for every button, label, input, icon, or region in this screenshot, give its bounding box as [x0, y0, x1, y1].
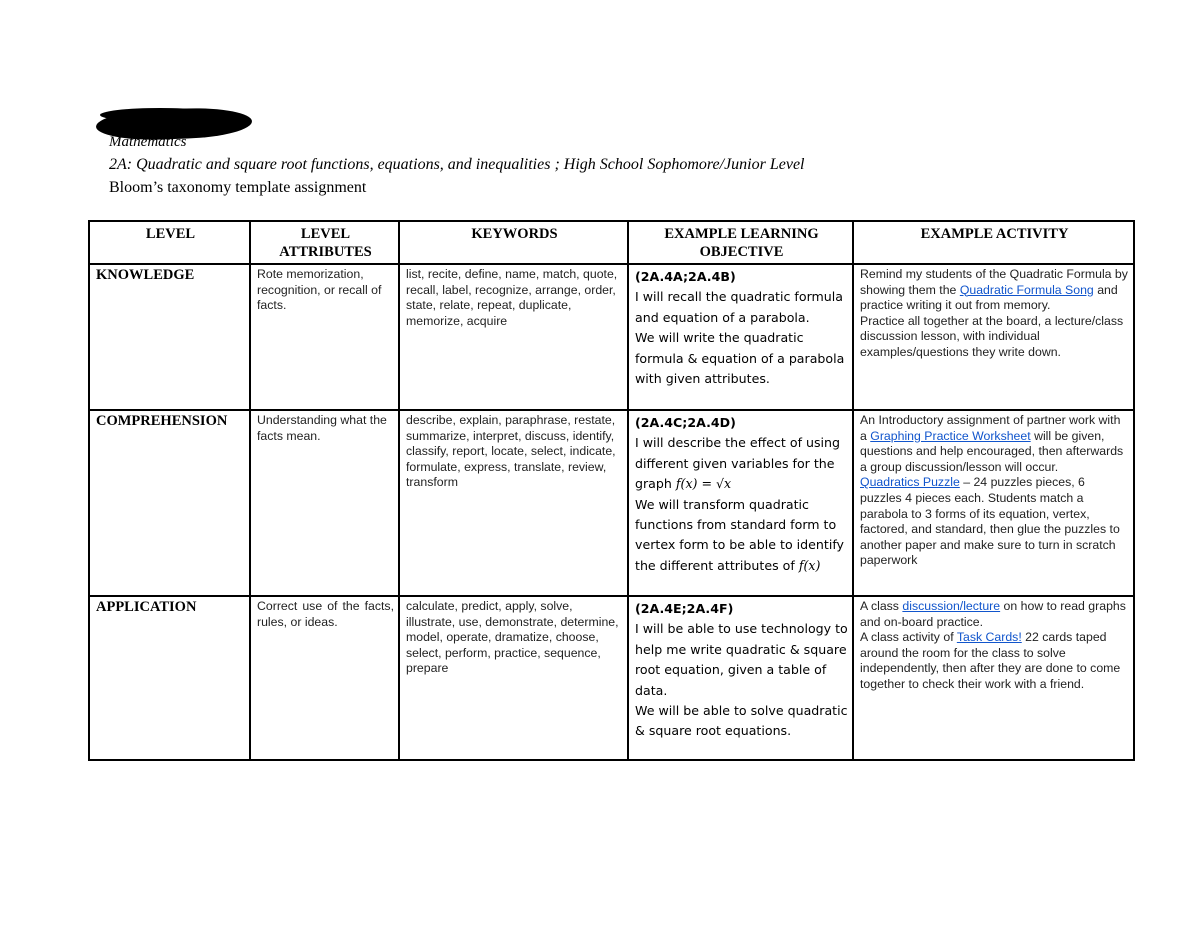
activity-text: Remind my students of the Quadratic Formula by showing them the	[860, 267, 1128, 297]
table-row	[89, 596, 1134, 760]
redacted-name-mark	[100, 108, 220, 122]
quadratics-puzzle-link[interactable]: Quadratics Puzzle	[860, 475, 960, 490]
column-header-activity: EXAMPLE ACTIVITY	[853, 221, 1134, 264]
objective-codes: (2A.4C;2A.4D)	[635, 415, 736, 430]
objective-codes: (2A.4E;2A.4F)	[635, 601, 734, 616]
row-keywords: calculate, predict, apply, solve, illustrate, use, demonstrate, determine, model, operate, dramatize, choose, select, perform, practice, sequence, prepare	[399, 596, 628, 760]
row-attributes: Rote memorization, recognition, or recall of facts.	[250, 264, 399, 410]
activity-text: will be given, questions and help encouraged, then afterwards a group discussion/lesson will occur.	[860, 428, 1124, 474]
activity-text: 22 cards taped around the room for the class to solve independently, then after they are done to come together to check their work with a friend.	[860, 630, 1121, 691]
row-level: KNOWLEDGE	[89, 264, 250, 410]
row-objective	[628, 264, 853, 410]
assignment-title: Bloom’s taxonomy template assignment	[109, 179, 367, 196]
objective-text-2: We will write the quadratic formula & equation of a parabola with given attributes.	[635, 330, 845, 387]
activity-text: Practice all together at the board, a lecture/class discussion lesson, with individual examples/questions they write down.	[860, 313, 1124, 359]
activity-text: and practice writing it out from memory.	[860, 282, 1118, 313]
row-level: APPLICATION	[89, 596, 250, 760]
row-attributes: Understanding what the facts mean.	[250, 410, 399, 596]
objective-formula: f(x)	[798, 557, 821, 573]
table-row	[89, 264, 1134, 410]
activity-text: on how to read graphs and on-board practice.	[860, 599, 1126, 629]
column-header-objective	[628, 221, 853, 264]
row-activity	[853, 410, 1134, 596]
quadratic-formula-song-link[interactable]: Quadratic Formula Song	[959, 282, 1094, 297]
objective-codes: (2A.4A;2A.4B)	[635, 269, 736, 284]
activity-text: A class activity of	[860, 630, 957, 645]
column-header-keywords: KEYWORDS	[399, 221, 628, 264]
objective-text-1: I will describe the effect of using different given variables for the graph	[635, 435, 841, 492]
row-activity	[853, 596, 1134, 760]
graphing-practice-worksheet-link[interactable]: Graphing Practice Worksheet	[870, 428, 1031, 443]
task-cards-link[interactable]: Task Cards!	[956, 630, 1022, 645]
column-header-attributes	[250, 221, 399, 264]
activity-text: An Introductory assignment of partner work with a	[860, 413, 1121, 443]
row-activity	[853, 264, 1134, 410]
objective-text-1: I will recall the quadratic formula and equation of a parabola.	[635, 289, 843, 325]
objective-text-2: We will be able to solve quadratic & square root equations.	[635, 703, 848, 739]
row-level: COMPREHENSION	[89, 410, 250, 596]
table-row	[89, 410, 1134, 596]
column-header-level: LEVEL	[89, 221, 250, 264]
table-header-row	[89, 221, 1134, 264]
row-keywords: list, recite, define, name, match, quote, recall, label, recognize, arrange, order, state, relate, repeat, duplicate, memorize, acquire	[399, 264, 628, 410]
subject-line: Mathematics	[109, 134, 187, 150]
objective-formula: f(x) = √x	[675, 476, 732, 492]
standard-line: 2A: Quadratic and square root functions, equations, and inequalities ; High School Sophomore/Junior Level	[109, 156, 805, 173]
activity-text: – 24 puzzles pieces, 6 puzzles 4 pieces each. Students match a parabola to 3 forms of its equation, vertex, factored, and standard, then glue the puzzles to another paper and make sure to turn in scratch paperwork	[860, 475, 1120, 568]
objective-text-2: We will transform quadratic functions from standard form to vertex form to be able to identify the different attributes of	[635, 496, 844, 573]
activity-text: A class	[860, 599, 903, 613]
discussion-lecture-link[interactable]: discussion/lecture	[902, 599, 1001, 613]
column-header-attributes-text: LEVEL ATTRIBUTES	[279, 226, 372, 260]
blooms-taxonomy-table	[88, 220, 1135, 761]
row-objective	[628, 410, 853, 596]
column-header-objective-text: EXAMPLE LEARNING OBJECTIVE	[664, 226, 819, 260]
row-attributes: Correct use of the facts, rules, or ideas.	[250, 596, 399, 760]
row-keywords: describe, explain, paraphrase, restate, summarize, interpret, discuss, identify, classify, report, locate, select, indicate, formulate, express, translate, review, transform	[399, 410, 628, 596]
row-objective	[628, 596, 853, 760]
objective-text-1: I will be able to use technology to help me write quadratic & square root equation, given a table of data.	[635, 621, 848, 698]
